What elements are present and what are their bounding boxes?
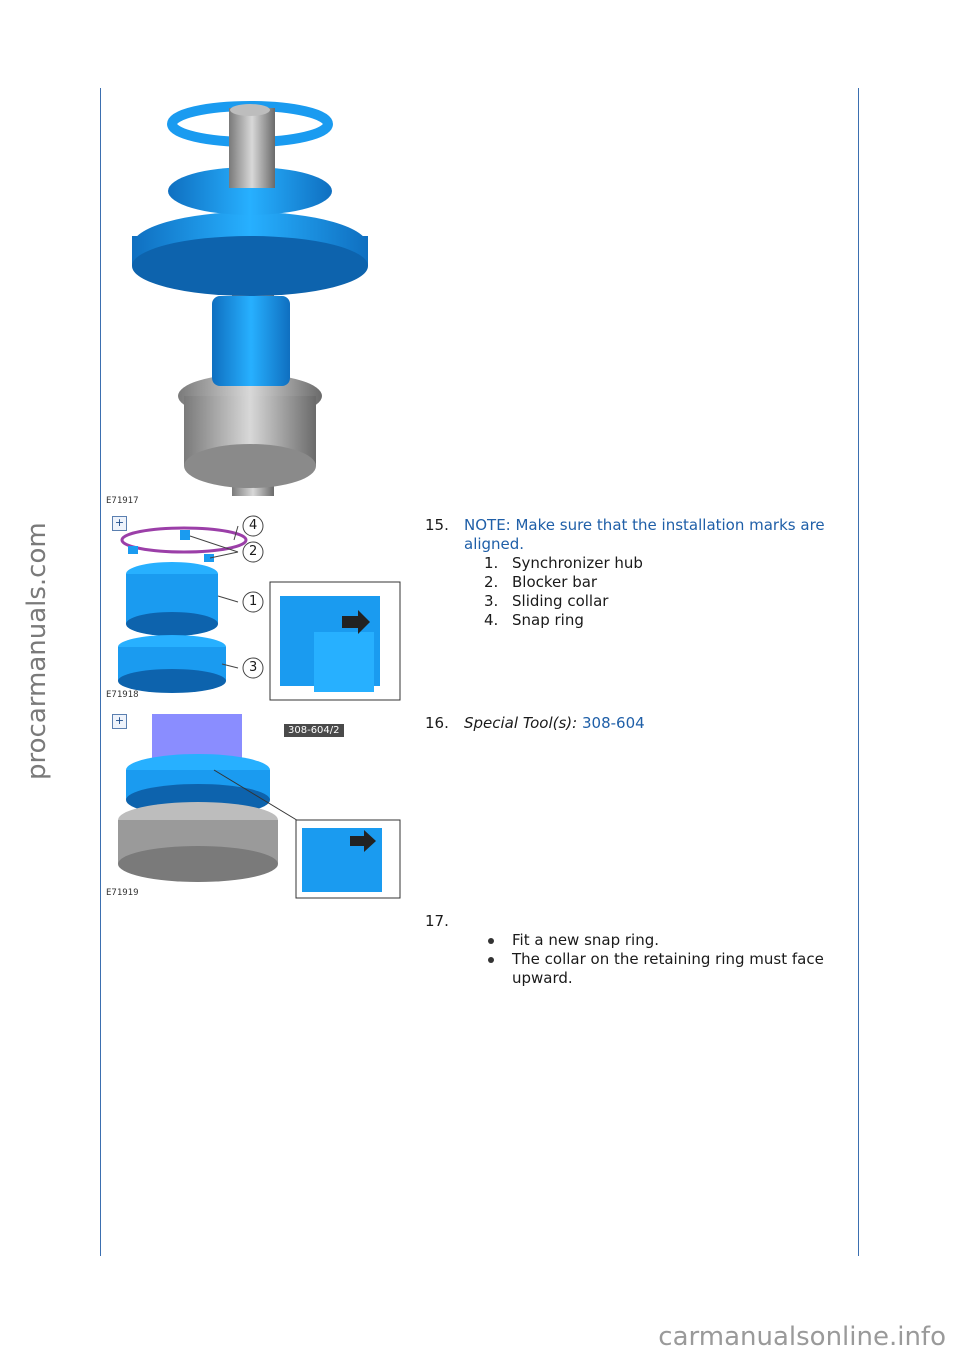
right-rule	[858, 88, 859, 1256]
callout-4: 4	[249, 518, 258, 533]
list-item: Fit a new snap ring.	[484, 931, 839, 950]
list-item: 2. Blocker bar	[484, 573, 598, 591]
step-15	[425, 516, 845, 630]
bottom-watermark: carmanualsonline.info	[658, 1322, 946, 1352]
step-note: NOTE: Make sure that the installation marks are aligned.	[464, 516, 825, 553]
zoom-icon[interactable]: +	[112, 714, 127, 729]
component-list	[484, 554, 845, 630]
callout-2: 2	[249, 544, 258, 559]
list-item: 1. Synchronizer hub	[484, 554, 643, 572]
side-watermark: procarmanuals.com	[22, 522, 52, 780]
zoom-icon[interactable]: +	[112, 516, 127, 531]
gear-shaft-illustration	[104, 96, 394, 508]
tool-link[interactable]: 308-604	[582, 714, 645, 732]
tool-tag: 308-604/2	[284, 724, 344, 737]
figure-gear-shaft	[104, 96, 394, 508]
step-17	[425, 912, 845, 987]
list-item: The collar on the retaining ring must face upward.	[484, 950, 839, 988]
step-16	[425, 714, 845, 733]
figure-label: E71917	[106, 496, 139, 506]
figure-label: E71918	[106, 690, 139, 700]
step-number: 15.	[425, 516, 449, 534]
figure-tool-install	[104, 710, 402, 900]
step-number: 17.	[425, 912, 449, 930]
callout-1: 1	[249, 594, 258, 609]
figure-label: E71919	[106, 888, 139, 898]
callout-3: 3	[249, 660, 258, 675]
list-item: 3. Sliding collar	[484, 592, 609, 610]
special-tools-label: Special Tool(s):	[464, 714, 578, 732]
figure-synchronizer	[104, 512, 402, 704]
left-rule	[100, 88, 101, 1256]
step-number: 16.	[425, 714, 449, 732]
list-item: 4. Snap ring	[484, 611, 584, 629]
instruction-list	[484, 931, 839, 988]
tool-install-illustration	[104, 710, 402, 900]
